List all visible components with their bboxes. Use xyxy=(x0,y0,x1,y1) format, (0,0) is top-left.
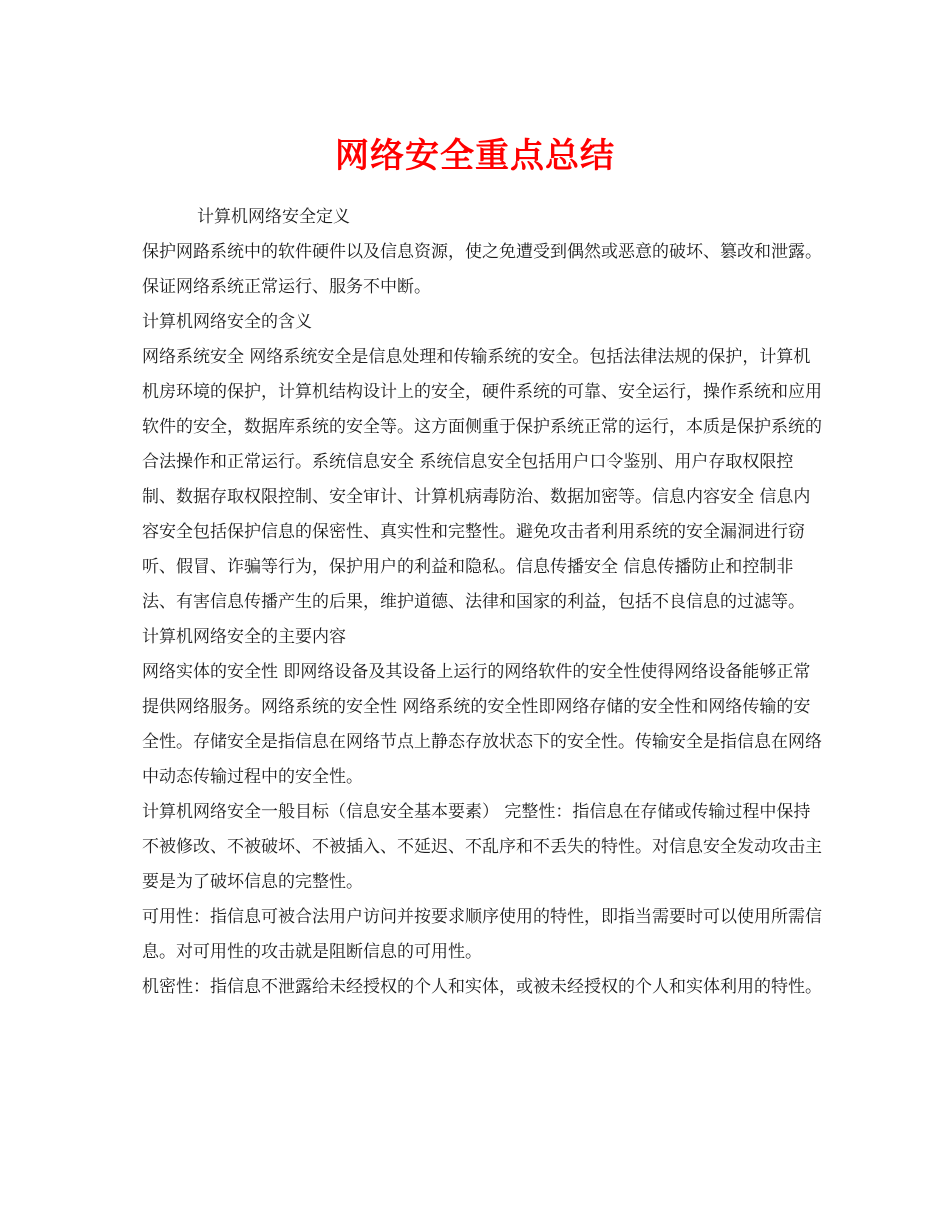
paragraph-6: 网络实体的安全性 即网络设备及其设备上运行的网络软件的安全性使得网络设备能够正常提供网络服务。网络系统的安全性 网络系统的安全性即网络存储的安全性和网络传输的安全性。存储安全是指信息在网络节点上静态存放状态下的安全性。传输安全是指信息在网络中动态传输过程中的安全性。 xyxy=(142,662,822,787)
paragraph-8: 可用性：指信息可被合法用户访问并按要求顺序使用的特性，即指当需要时可以使用所需信息。对可用性的攻击就是阻断信息的可用性。 xyxy=(142,907,822,962)
paragraph-9: 机密性：指信息不泄露给未经授权的个人和实体，或被未经授权的个人和实体利用的特性。 xyxy=(142,977,822,997)
paragraph-5: 计算机网络安全的主要内容 xyxy=(142,627,346,647)
document-body xyxy=(142,200,822,1005)
paragraph-3: 计算机网络安全的含义 xyxy=(142,312,312,332)
paragraph-1: 计算机网络安全定义 xyxy=(197,207,350,227)
paragraph-7: 计算机网络安全一般目标（信息安全基本要素） 完整性：指信息在存储或传输过程中保持不被修改、不被破坏、不被插入、不延迟、不乱序和不丢失的特性。对信息安全发动攻击主要是为了破坏信息的完整性。 xyxy=(142,802,822,892)
document-title: 网络安全重点总结 xyxy=(335,136,615,176)
paragraph-4: 网络系统安全 网络系统安全是信息处理和传输系统的安全。包括法律法规的保护，计算机机房环境的保护，计算机结构设计上的安全，硬件系统的可靠、安全运行，操作系统和应用软件的安全，数据库系统的安全等。这方面侧重于保护系统正常的运行，本质是保护系统的合法操作和正常运行。系统信息安全 系统信息安全包括用户口令鉴别、用户存取权限控制、数据存取权限控制、安全审计、计算机病毒防治、数据加密等。信息内容安全 信息内容安全包括保护信息的保密性、真实性和完整性。避免攻击者利用系统的安全漏洞进行窃听、假冒、诈骗等行为，保护用户的利益和隐私。信息传播安全 信息传播防止和控制非法、有害信息传播产生的后果，维护道德、法律和国家的利益，包括不良信息的过滤等。 xyxy=(142,347,822,612)
paragraph-2: 保护网路系统中的软件硬件以及信息资源，使之免遭受到偶然或恶意的破坏、篡改和泄露。保证网络系统正常运行、服务不中断。 xyxy=(142,242,822,297)
